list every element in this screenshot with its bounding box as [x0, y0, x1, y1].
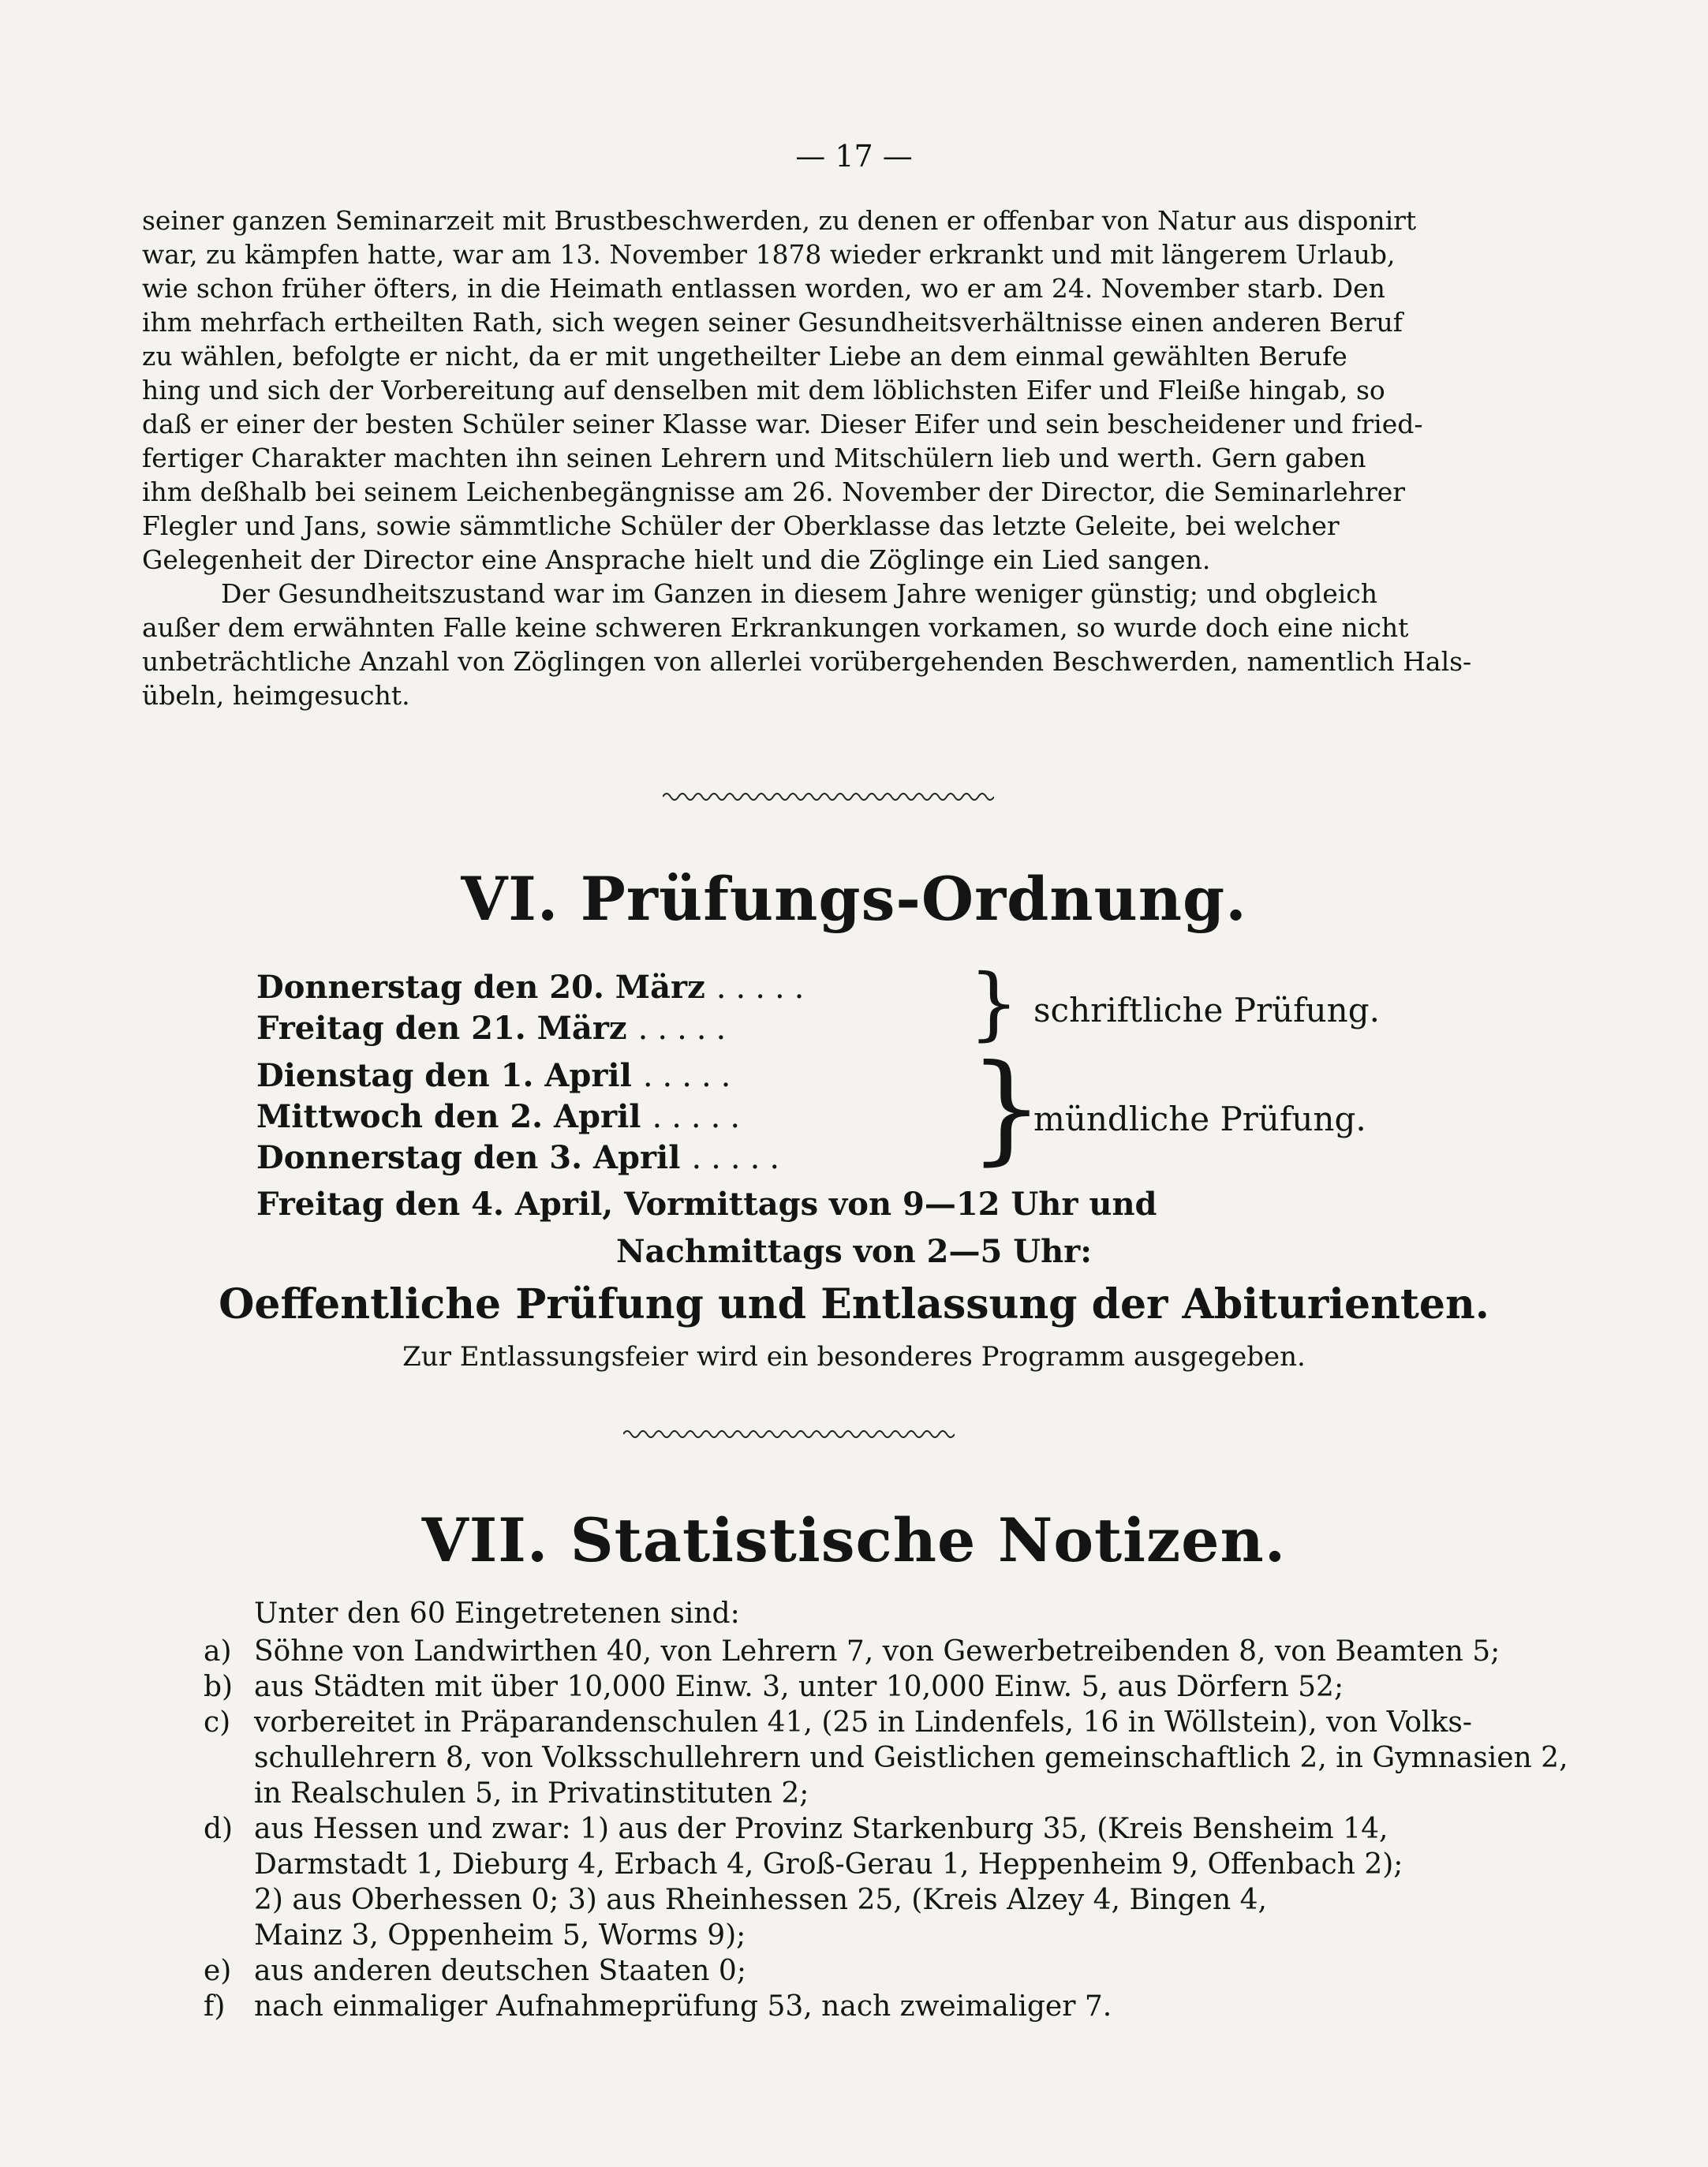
stats-item-text: aus anderen deutschen Staaten 0;	[254, 1955, 746, 1987]
written-exam-label: schriftliche Prüfung.	[1033, 991, 1380, 1029]
schedule-date: Freitag den 21. März	[256, 1010, 627, 1047]
schedule-date: Donnerstag den 3. April	[256, 1139, 681, 1176]
wavy-divider	[623, 1426, 955, 1442]
schedule-date: Mittwoch den 2. April	[256, 1098, 641, 1135]
stats-item-text: aus Städten mit über 10,000 Einw. 3, unter 10,000 Einw. 5, aus Dörfern 52;	[254, 1671, 1344, 1703]
section-heading-vii: VII. Statistische Notizen.	[421, 1505, 1287, 1575]
leader-dots: .....	[637, 1011, 736, 1047]
text-line: war, zu kämpfen hatte, war am 13. November 1878 wieder erkrankt und mit längerem Urlaub,	[142, 239, 1396, 270]
section-heading-vi: VI. Prüfungs-Ordnung.	[461, 864, 1247, 934]
leader-dots: .....	[691, 1140, 790, 1176]
text-line: unbeträchtliche Anzahl von Zöglingen von allerlei vorübergehenden Beschwerden, namentlich Hals-	[142, 646, 1472, 677]
schedule-row	[256, 1139, 789, 1176]
schedule-row	[256, 969, 813, 1006]
stats-item-text: Söhne von Landwirthen 40, von Lehrern 7, von Gewerbetreibenden 8, von Beamten 5;	[254, 1635, 1501, 1668]
stats-intro: Unter den 60 Eingetretenen sind:	[254, 1597, 740, 1630]
stats-item-text: 2) aus Oberhessen 0; 3) aus Rheinhessen 25, (Kreis Alzey 4, Bingen 4,	[254, 1884, 1267, 1916]
text-line: fertiger Charakter machten ihn seinen Lehrern und Mitschülern lieb und werth. Gern gaben	[142, 443, 1366, 473]
leader-dots: .....	[642, 1058, 741, 1094]
stats-item-text: schullehrern 8, von Volksschullehrern und Geistlichen gemeinschaftlich 2, in Gymnasien 2,	[254, 1742, 1568, 1774]
stats-item-label: a)	[204, 1635, 232, 1668]
page-number: — 17 —	[795, 139, 913, 174]
friday-schedule-line: Freitag den 4. April, Vormittags von 9—12 Uhr und	[256, 1186, 1157, 1223]
text-line: daß er einer der besten Schüler seiner Klasse war. Dieser Eifer und sein bescheidener und fried-	[142, 409, 1423, 439]
leader-dots: .....	[716, 970, 814, 1006]
text-line: ihm deßhalb bei seinem Leichenbegängnisse am 26. November der Director, die Seminarlehrer	[142, 476, 1406, 507]
text-line: außer dem erwähnten Falle keine schweren Erkrankungen vorkamen, so wurde doch eine nicht	[142, 612, 1409, 643]
oral-exam-label: mündliche Prüfung.	[1033, 1100, 1366, 1138]
schedule-row	[256, 1098, 749, 1135]
text-line: wie schon früher öfters, in die Heimath entlassen worden, wo er am 24. November starb. Den	[142, 273, 1385, 304]
brace: }	[969, 1040, 1045, 1177]
stats-item-text: vorbereitet in Präparandenschulen 41, (25 in Lindenfels, 16 in Wöllstein), von Volks-	[254, 1706, 1472, 1739]
leader-dots: .....	[652, 1099, 750, 1135]
text-line: zu wählen, befolgte er nicht, da er mit ungetheilter Liebe an dem einmal gewählten Berufe	[142, 341, 1347, 372]
text-line: Flegler und Jans, sowie sämmtliche Schüler der Oberklasse das letzte Geleite, bei welcher	[142, 510, 1340, 541]
stats-item-label: c)	[204, 1706, 231, 1739]
stats-item-label: e)	[204, 1955, 232, 1987]
stats-item-text: nach einmaliger Aufnahmeprüfung 53, nach zweimaliger 7.	[254, 1990, 1112, 2023]
wavy-divider	[663, 789, 994, 805]
schedule-date: Donnerstag den 20. März	[256, 969, 705, 1006]
stats-item-label: b)	[204, 1671, 234, 1703]
stats-item-text: in Realschulen 5, in Privatinstituten 2;	[254, 1777, 809, 1810]
text-line: Gelegenheit der Director eine Ansprache hielt und die Zöglinge ein Lied sangen.	[142, 544, 1211, 575]
brace: }	[969, 957, 1019, 1049]
stats-item-label: f)	[204, 1990, 226, 2023]
text-line: Der Gesundheitszustand war im Ganzen in diesem Jahre weniger günstig; und obgleich	[221, 578, 1378, 609]
schedule-row	[256, 1010, 735, 1047]
stats-item-text: aus Hessen und zwar: 1) aus der Provinz Starkenburg 35, (Kreis Bensheim 14,	[254, 1813, 1388, 1845]
text-line: ihm mehrfach ertheilten Rath, sich wegen seiner Gesundheitsverhältnisse einen anderen Beruf	[142, 307, 1403, 338]
text-line: seiner ganzen Seminarzeit mit Brustbeschwerden, zu denen er offenbar von Natur aus disponirt	[142, 205, 1417, 236]
stats-item-text: Mainz 3, Oppenheim 5, Worms 9);	[254, 1919, 746, 1952]
paragraph-obituary	[142, 204, 1483, 577]
stats-item-text: Darmstadt 1, Dieburg 4, Erbach 4, Groß-Gerau 1, Heppenheim 9, Offenbach 2);	[254, 1848, 1403, 1881]
ceremony-note: Zur Entlassungsfeier wird ein besonderes Programm ausgegeben.	[402, 1341, 1306, 1373]
schedule-row	[256, 1057, 740, 1094]
paragraph-health	[142, 577, 1483, 712]
text-line: hing und sich der Vorbereitung auf denselben mit dem löblichsten Eifer und Fleiße hingab, so	[142, 375, 1385, 405]
schedule-date: Dienstag den 1. April	[256, 1057, 632, 1094]
public-exam-title: Oeffentliche Prüfung und Entlassung der Abiturienten.	[219, 1280, 1489, 1328]
stats-item-label: d)	[204, 1813, 234, 1845]
text-line: übeln, heimgesucht.	[142, 680, 410, 711]
friday-schedule-line-2: Nachmittags von 2—5 Uhr:	[615, 1233, 1093, 1270]
